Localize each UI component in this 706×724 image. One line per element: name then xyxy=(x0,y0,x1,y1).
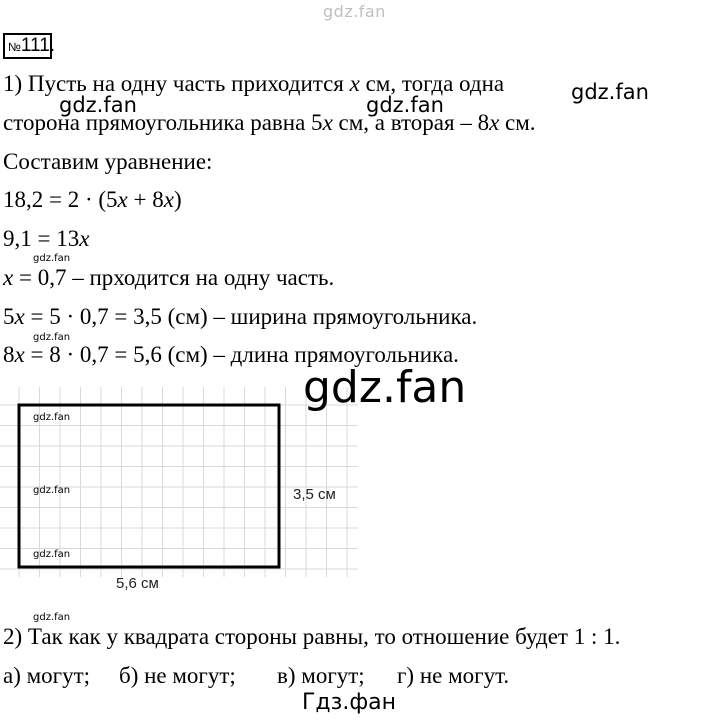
watermark-grid-1: gdz.fan xyxy=(33,412,71,423)
text-segment: см, тогда одна xyxy=(359,71,505,96)
watermark-left-inline: gdz.fan xyxy=(59,93,137,117)
watermark-top: gdz.fan xyxy=(323,2,386,21)
variable-x: x xyxy=(322,110,333,135)
watermark-big: gdz.fan xyxy=(303,362,467,413)
text-segment: 1) Пусть на одну часть приходится xyxy=(3,71,350,96)
text-segment: сторона прямоугольника равна 5 xyxy=(3,110,323,135)
width-label: 5,6 см xyxy=(116,575,159,592)
solution-line-3: Составим уравнение: xyxy=(3,149,213,174)
watermark-grid-2: gdz.fan xyxy=(33,485,71,496)
text-segment: 18,2 = 2 · (5 xyxy=(3,187,118,212)
text-segment: ) xyxy=(173,187,182,212)
variable-x: x xyxy=(163,187,174,212)
problem-number-value: 111. xyxy=(20,35,56,56)
text-segment: = 5 · 0,7 = 3,5 (см) – ширина прямоугольника. xyxy=(24,304,478,329)
text-segment: см, а вторая – 8 xyxy=(332,110,490,135)
variable-x: x xyxy=(349,71,360,96)
variable-x: x xyxy=(3,265,14,290)
variable-x: x xyxy=(117,187,128,212)
equation-3 xyxy=(3,264,334,292)
equation-1 xyxy=(3,186,182,214)
watermark-grid-3: gdz.fan xyxy=(33,549,71,560)
text-segment: = 0,7 – прходится на одну часть. xyxy=(13,265,335,290)
part2-line: 2) Так как у квадрата стороны равны, то отношение будет 1 : 1. xyxy=(3,624,621,649)
variable-x: x xyxy=(14,342,25,367)
watermark-center-inline: gdz.fan xyxy=(366,93,444,117)
answer-d: г) не могут. xyxy=(397,663,510,688)
number-sign: № xyxy=(8,40,21,54)
watermark-small-1: gdz.fan xyxy=(33,253,71,264)
text-segment: = 8 · 0,7 = 5,6 (см) – длина прямоугольника. xyxy=(24,342,459,367)
watermark-bottom: Гдз.фан xyxy=(302,690,396,715)
answer-c: в) могут; xyxy=(277,663,365,688)
solution-line-2 xyxy=(3,109,536,137)
problem-number-box xyxy=(3,33,56,59)
height-label: 3,5 см xyxy=(293,486,336,503)
equation-4 xyxy=(3,303,477,331)
variable-x: x xyxy=(79,226,90,251)
watermark-small-2: gdz.fan xyxy=(33,332,71,343)
text-segment: 8 xyxy=(3,342,15,367)
answer-b: б) не могут; xyxy=(119,663,236,688)
variable-x: x xyxy=(489,110,500,135)
text-segment: + 8 xyxy=(127,187,164,212)
text-segment: 5 xyxy=(3,304,15,329)
text-segment: 9,1 = 13 xyxy=(3,226,80,251)
watermark-right-inline: gdz.fan xyxy=(571,80,649,104)
variable-x: x xyxy=(14,304,25,329)
equation-2 xyxy=(3,225,89,253)
watermark-small-3: gdz.fan xyxy=(33,612,71,623)
text-segment: см. xyxy=(499,110,536,135)
answer-a: а) могут; xyxy=(3,663,91,688)
